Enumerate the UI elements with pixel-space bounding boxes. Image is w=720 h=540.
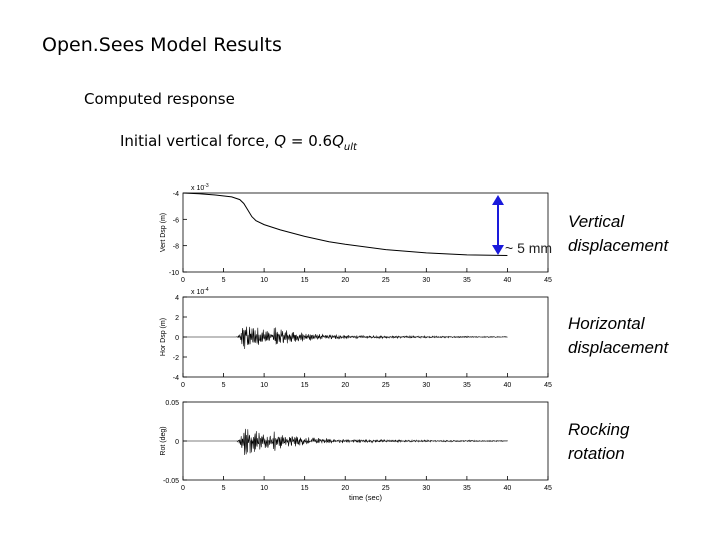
x-tick-label-2-2: 10 xyxy=(260,485,269,492)
y-tick-label-2-1: 0 xyxy=(175,439,179,446)
arrow-head-down xyxy=(492,245,504,255)
x-tick-label-2-4: 20 xyxy=(341,485,350,492)
x-tick-label-1-4: 20 xyxy=(341,382,350,389)
x-tick-label-1-2: 10 xyxy=(260,382,269,389)
y-axis-label-0: Vert Dsp (m) xyxy=(160,212,167,253)
horizontal-annotation xyxy=(568,312,668,360)
subtitle: Computed response xyxy=(84,90,235,108)
y-tick-label-0-3: -10 xyxy=(168,270,179,277)
y-tick-label-1-2: 0 xyxy=(175,335,179,342)
y-multiplier-1: x $10^{-4}$ xyxy=(191,287,209,296)
rocking-annotation-line1: Rocking xyxy=(568,420,630,439)
trace-0 xyxy=(183,193,507,256)
x-tick-label-1-3: 15 xyxy=(300,382,309,389)
x-tick-label-0-5: 25 xyxy=(381,277,390,284)
y-axis-label-2: Rot (deg) xyxy=(160,426,167,456)
rocking-annotation-line2: rotation xyxy=(568,444,625,463)
x-tick-label-1-0: 0 xyxy=(181,382,185,389)
y-axis-label-1: Hor Dsp (m) xyxy=(160,317,167,357)
x-axis-label-2: time (sec) xyxy=(349,493,382,502)
trace-1 xyxy=(183,327,507,349)
force-sub: ult xyxy=(343,142,357,153)
vertical-annotation xyxy=(568,210,668,258)
x-tick-label-2-7: 35 xyxy=(462,485,471,492)
x-tick-label-2-0: 0 xyxy=(181,485,185,492)
trace-2 xyxy=(183,429,507,455)
y-multiplier-0: x $10^{-3}$ xyxy=(191,183,209,192)
y-tick-label-0-2: -8 xyxy=(172,243,179,251)
vertical-annotation-line2: displacement xyxy=(568,236,669,255)
y-tick-label-2-2: -0.05 xyxy=(163,478,179,485)
x-tick-label-0-3: 15 xyxy=(300,277,309,284)
x-tick-label-2-5: 25 xyxy=(381,485,390,492)
x-tick-label-1-6: 30 xyxy=(422,382,431,389)
vertical-annotation-line1: Vertical xyxy=(568,212,625,231)
x-tick-label-0-8: 40 xyxy=(503,277,512,284)
x-tick-label-2-6: 30 xyxy=(422,485,431,492)
x-tick-label-1-7: 35 xyxy=(462,382,471,389)
x-tick-label-1-5: 25 xyxy=(381,382,390,389)
force-q2: Q xyxy=(332,132,344,150)
x-tick-label-2-3: 15 xyxy=(300,485,309,492)
x-tick-label-2-8: 40 xyxy=(503,485,512,492)
rocking-annotation xyxy=(568,418,629,466)
force-eq: = 0.6 xyxy=(286,132,333,150)
arrow-label: ~ 5 mm xyxy=(505,240,553,256)
horizontal-annotation-line1: Horizontal xyxy=(568,314,645,333)
y-tick-label-0-0: -4 xyxy=(172,191,179,198)
y-tick-label-1-3: -2 xyxy=(172,355,179,362)
x-tick-label-1-8: 40 xyxy=(503,382,512,389)
x-tick-label-0-7: 35 xyxy=(462,277,471,284)
y-tick-label-0-1: -6 xyxy=(172,217,179,225)
x-tick-label-0-9: 45 xyxy=(544,277,552,284)
x-tick-label-2-9: 45 xyxy=(544,485,552,492)
y-tick-label-1-0: 4 xyxy=(175,295,179,302)
force-prefix: Initial vertical force, xyxy=(120,132,275,150)
x-tick-label-0-6: 30 xyxy=(422,277,431,284)
x-tick-label-2-1: 5 xyxy=(221,485,226,492)
x-tick-label-1-9: 45 xyxy=(544,382,552,389)
x-tick-label-0-1: 5 xyxy=(221,277,226,284)
y-tick-label-1-1: 2 xyxy=(175,315,179,322)
x-tick-label-0-4: 20 xyxy=(341,277,350,284)
y-tick-label-2-0: 0.05 xyxy=(165,400,179,407)
slide-title: Open.Sees Model Results xyxy=(42,34,282,56)
x-tick-label-0-2: 10 xyxy=(260,277,269,284)
y-tick-label-1-4: -4 xyxy=(172,375,179,382)
x-tick-label-0-0: 0 xyxy=(181,277,185,284)
arrow-head-up xyxy=(492,195,504,205)
horizontal-annotation-line2: displacement xyxy=(568,338,669,357)
force-q: Q xyxy=(274,132,287,150)
x-tick-label-1-1: 5 xyxy=(221,382,226,389)
